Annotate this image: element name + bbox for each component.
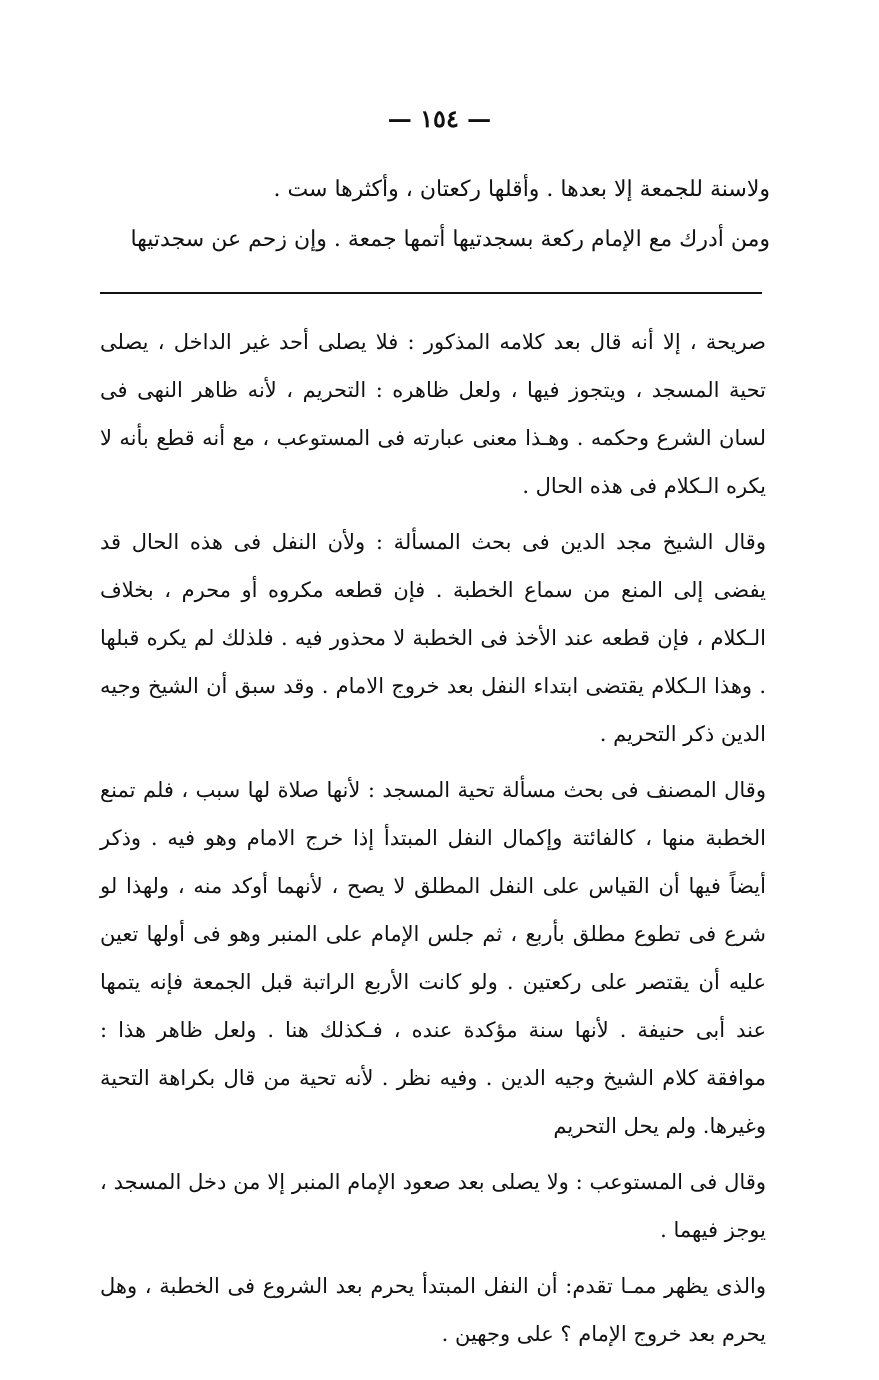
main-text-line: ومن أدرك مع الإمام ركعة بسجدتيها أتمها جمعة . وإن زحم عن سجدتيها [130,227,770,252]
commentary-paragraph: وقال فى المستوعب : ولا يصلى بعد صعود الإمام المنبر إلا من دخل المسجد ، يوجز فيهما . [100,1170,766,1242]
commentary-paragraph: وقال الشيخ مجد الدين فى بحث المسألة : ولأن النفل فى هذه الحال قد يفضى إلى المنع من سماع الخطبة . فإن قطعه مكروه أو محرم ، بخلاف الـكلام ، فإن قطعه عند الأخذ فى الخطبة لا محذور فيه . فلذلك لم يكره قبلها . وهذا الـكلام يقتضى ابتداء النفل بعد خروج الامام . وقد سبق أن الشيخ وجيه الدين ذكر التحريم . [100,530,766,746]
main-text-line: ولاسنة للجمعة إلا بعدها . وأقلها ركعتان ، وأكثرها ست . [273,177,770,202]
page-number: — ١٥٤ — [387,104,492,133]
commentary-paragraph: وقال المصنف فى بحث مسألة تحية المسجد : لأنها صلاة لها سبب ، فلم تمنع الخطبة منها ، كالفائتة وإكمال النفل المبتدأ إذا خرج الامام وهو فيه . وذكر أيضاً فيها أن القياس على النفل المطلق لا يصح ، لأنهما أوكد منه ، ولهذا لو شرع فى تطوع مطلق بأربع ، ثم جلس الإمام على المنبر وهو فى أولها تعين عليه أن يقتصر على ركعتين . ولو كانت الأربع الراتبة قبل الجمعة فإنه يتمها عند أبى حنيفة . لأنها سنة مؤكدة عنده ، فـكذلك هنا . ولعل ظاهر هذا : موافقة كلام الشيخ وجيه الدين . وفيه نظر . لأنه تحية من قال بكراهة التحية وغيرها. ولم يحل التحريم [100,778,766,1138]
footnote-divider [100,292,762,294]
commentary [100,318,766,1366]
commentary-paragraph: والذى يظهر ممـا تقدم: أن النفل المبتدأ يحرم بعد الشروع فى الخطبة ، وهل يحرم بعد خروج الإمام ؟ على وجهين . [100,1274,766,1346]
main-text [100,165,770,265]
commentary-paragraph: صريحة ، إلا أنه قال بعد كلامه المذكور : فلا يصلى أحد غير الداخل ، يصلى تحية المسجد ، ويتجوز فيها ، ولعل ظاهره : التحريم ، لأنه ظاهر النهى فى لسان الشرع وحكمه . وهـذا معنى عبارته فى المستوعب ، مع أنه قطع بأنه لا يكره الـكلام فى هذه الحال . [100,330,766,498]
